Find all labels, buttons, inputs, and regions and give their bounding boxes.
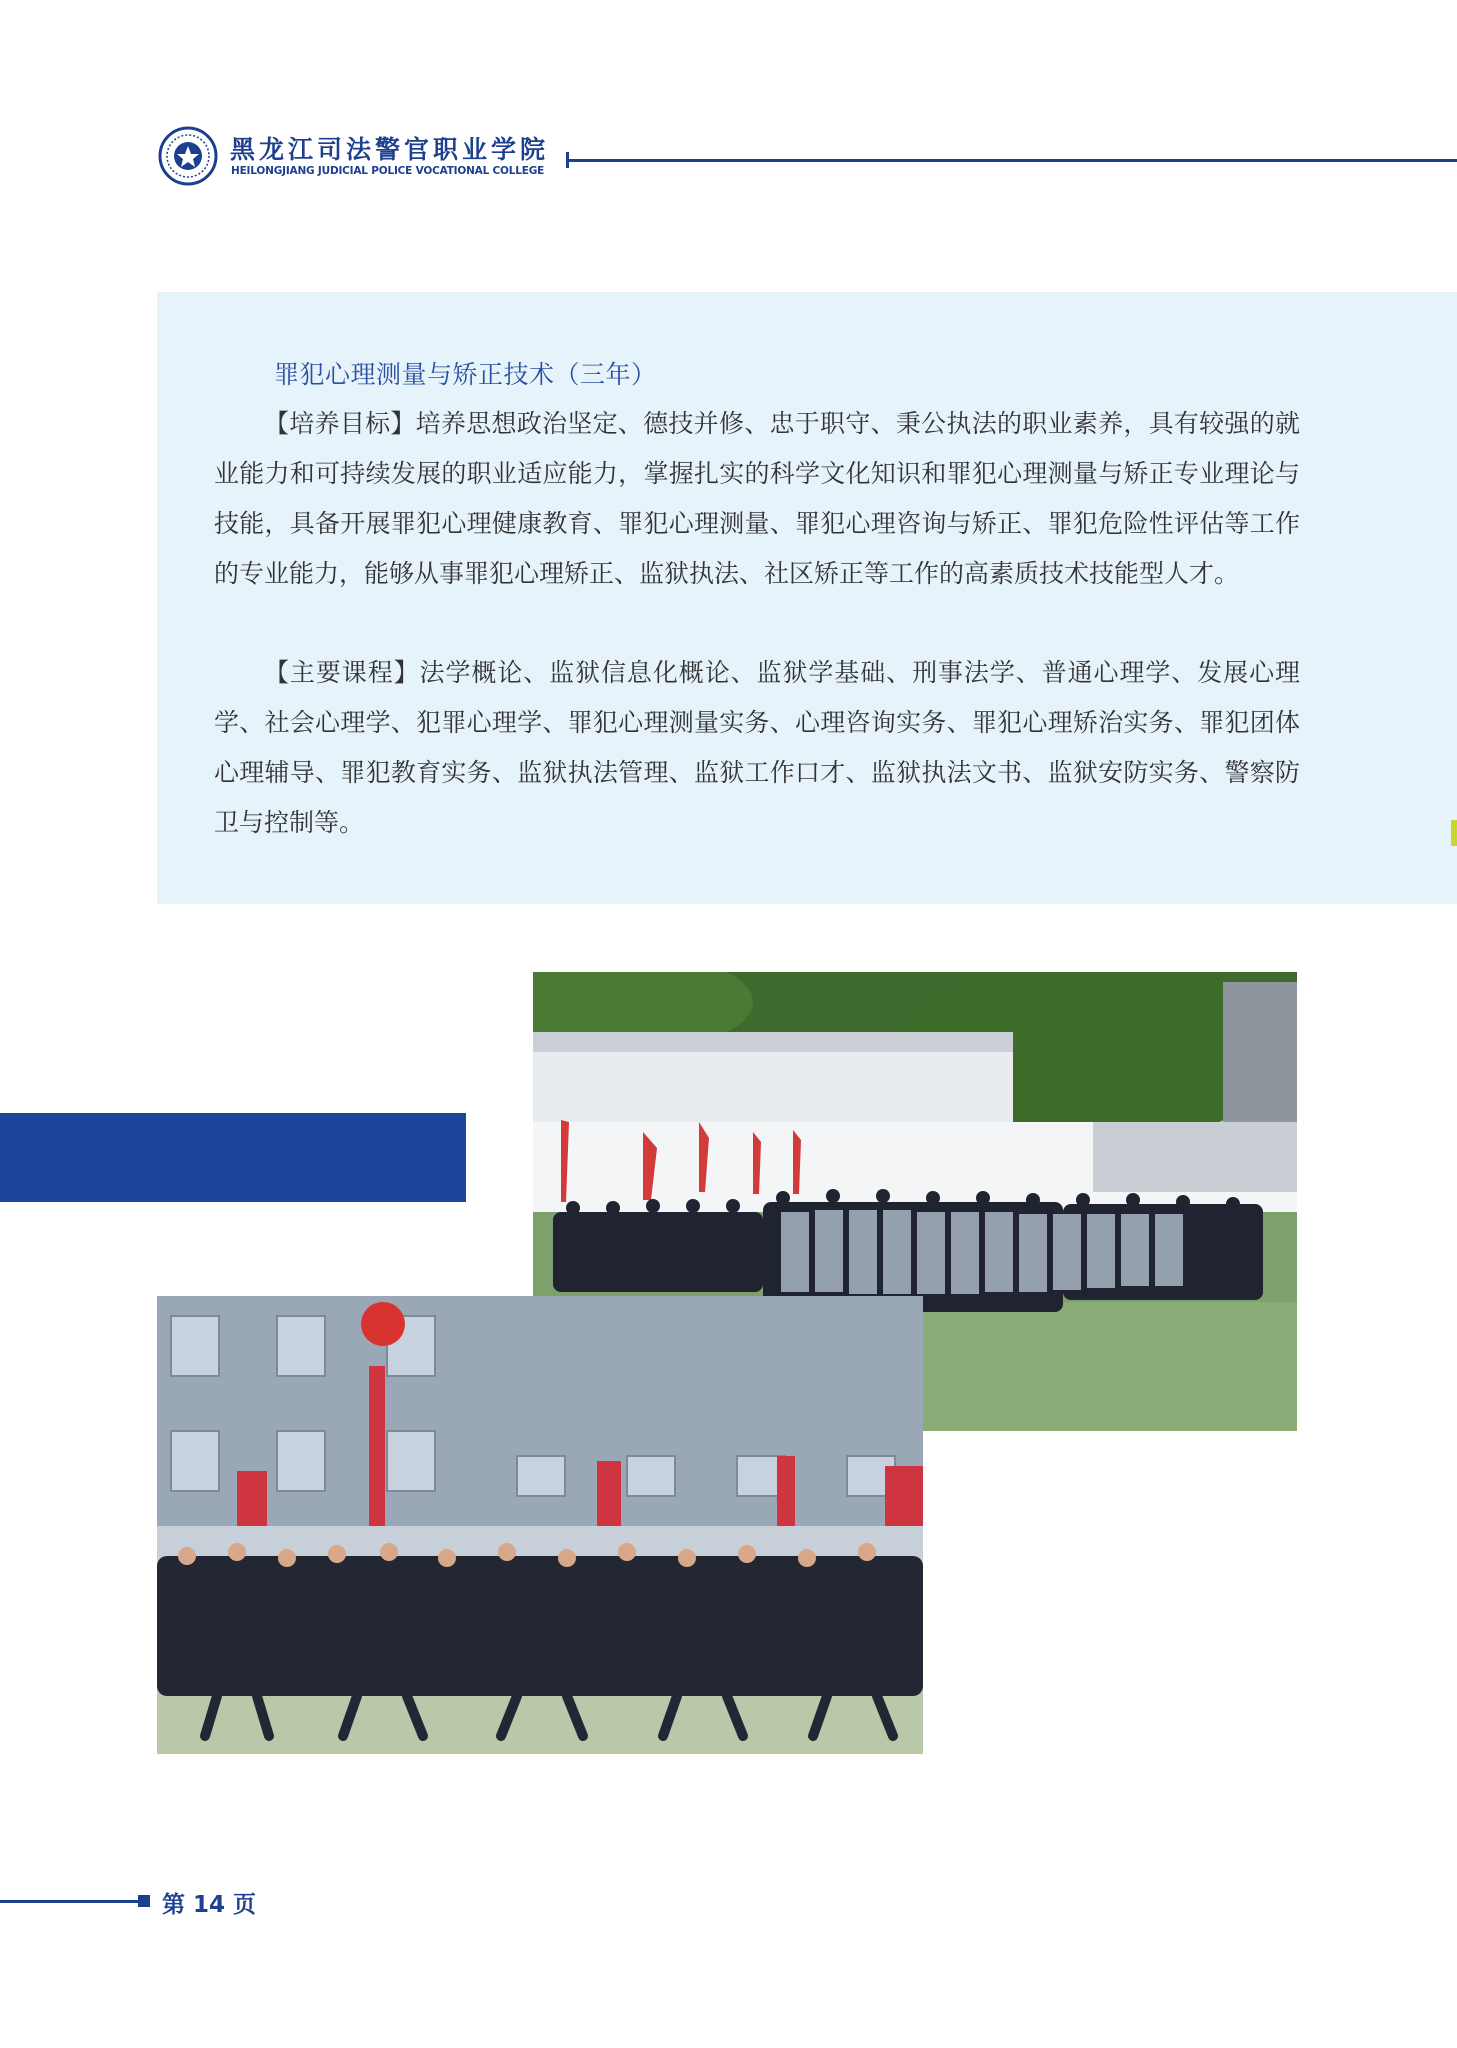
main-courses-paragraph xyxy=(214,648,1300,848)
training-goal-text: 培养思想政治坚定、德技并修、忠于职守、秉公执法的职业素养，具有较强的就业能力和可持续发展的职业适应能力，掌握扎实的科学文化知识和罪犯心理测量与矫正专业理论与技能，具备开展罪犯心理健康教育、罪犯心理测量、罪犯心理咨询与矫正、罪犯危险性评估等工作的专业能力，能够从事罪犯心理矫正、监狱执法、社区矫正等工作的高素质技术技能型人才。 xyxy=(214,409,1300,588)
photo-martial-drill xyxy=(157,1296,923,1754)
page-edge-mark xyxy=(1451,820,1457,846)
school-name-en: HEILONGJIANG JUDICIAL POLICE VOCATIONAL COLLEGE xyxy=(231,165,545,177)
main-courses-text: 法学概论、监狱信息化概论、监狱学基础、刑事法学、普通心理学、发展心理学、社会心理学、犯罪心理学、罪犯心理测量实务、心理咨询实务、罪犯心理矫治实务、罪犯团体心理辅导、罪犯教育实务、监狱执法管理、监狱工作口才、监狱执法文书、监狱安防实务、警察防卫与控制等。 xyxy=(214,658,1300,837)
page-number: 第 14 页 xyxy=(162,1892,257,1918)
major-title: 罪犯心理测量与矫正技术（三年） xyxy=(274,360,657,389)
training-goal-paragraph xyxy=(214,399,1300,599)
header-divider-line xyxy=(568,159,1457,162)
main-courses-label: 【主要课程】 xyxy=(264,658,420,687)
decorative-blue-bar xyxy=(0,1113,466,1202)
college-seal-icon xyxy=(158,126,218,186)
footer-line xyxy=(0,1900,140,1903)
footer-square-marker xyxy=(138,1895,150,1907)
school-name-cn: 黑龙江司法警官职业学院 xyxy=(230,135,550,164)
training-goal-label: 【培养目标】 xyxy=(264,409,416,438)
